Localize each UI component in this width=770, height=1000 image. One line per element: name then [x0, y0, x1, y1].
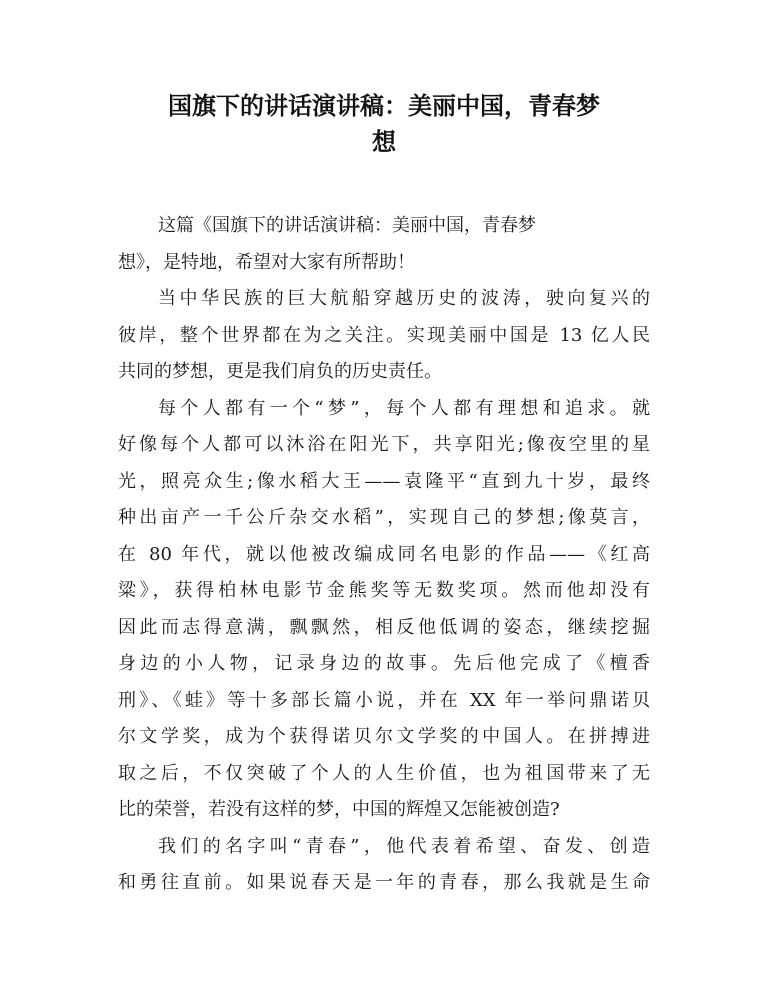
body-text-line: 想》，是特地，希望对大家有所帮助！ — [118, 251, 415, 273]
body-text-line: 比的荣誉，若没有这样的梦，中国的辉煌又怎能被创造? — [118, 799, 560, 820]
body-text-line: 我们的名字叫“青春”，他代表着希望、奋发、创造 — [158, 835, 650, 857]
body-text-line: 种出亩产一千公斤杂交水稻”，实现自己的梦想;像莫言， — [118, 507, 650, 528]
title-line-2: 想 — [372, 128, 396, 156]
body-text-line: 粱》，获得柏林电影节金熊奖等无数奖项。然而他却没有 — [118, 580, 650, 601]
body-text-line: 光，照亮众生;像水稻大王——袁隆平“直到九十岁，最终 — [118, 470, 650, 492]
body-text-line: 每个人都有一个“梦”，每个人都有理想和追求。就 — [158, 397, 650, 419]
body-text-line: 共同的梦想，更是我们肩负的历史责任。 — [118, 361, 442, 382]
body-text-line: 当中华民族的巨大航船穿越历史的波涛，驶向复兴的 — [158, 288, 650, 309]
body-text-line: 身边的小人物，记录身边的故事。先后他完成了《檀香 — [118, 653, 650, 674]
body-text-line: 这篇《国旗下的讲话演讲稿：美丽中国，青春梦 — [158, 215, 536, 236]
document-title — [118, 88, 650, 160]
document-body — [118, 208, 650, 902]
body-text-line: 尔文学奖，成为个获得诺贝尔文学奖的中国人。在拼搏进 — [118, 726, 650, 747]
body-text-line: 取之后，不仅突破了个人的人生价值，也为祖国带来了无 — [118, 762, 650, 784]
body-text-line: 彼岸，整个世界都在为之关注。实现美丽中国是 13 亿人民 — [118, 324, 650, 346]
body-text-line: 刑》、《蛙》等十多部长篇小说，并在 XX 年一举问鼎诺贝 — [118, 689, 650, 711]
body-text-line: 和勇往直前。如果说春天是一年的青春，那么我就是生命 — [118, 872, 650, 893]
title-line-1: 国旗下的讲话演讲稿：美丽中国，青春梦 — [168, 92, 600, 120]
body-text-line: 好像每个人都可以沐浴在阳光下，共享阳光;像夜空里的星 — [118, 434, 650, 455]
body-text-line: 在 80 年代，就以他被改编成同名电影的作品——《红高 — [118, 543, 650, 565]
body-text-line: 因此而志得意满，飘飘然，相反他低调的姿态，继续挖掘 — [118, 616, 650, 638]
